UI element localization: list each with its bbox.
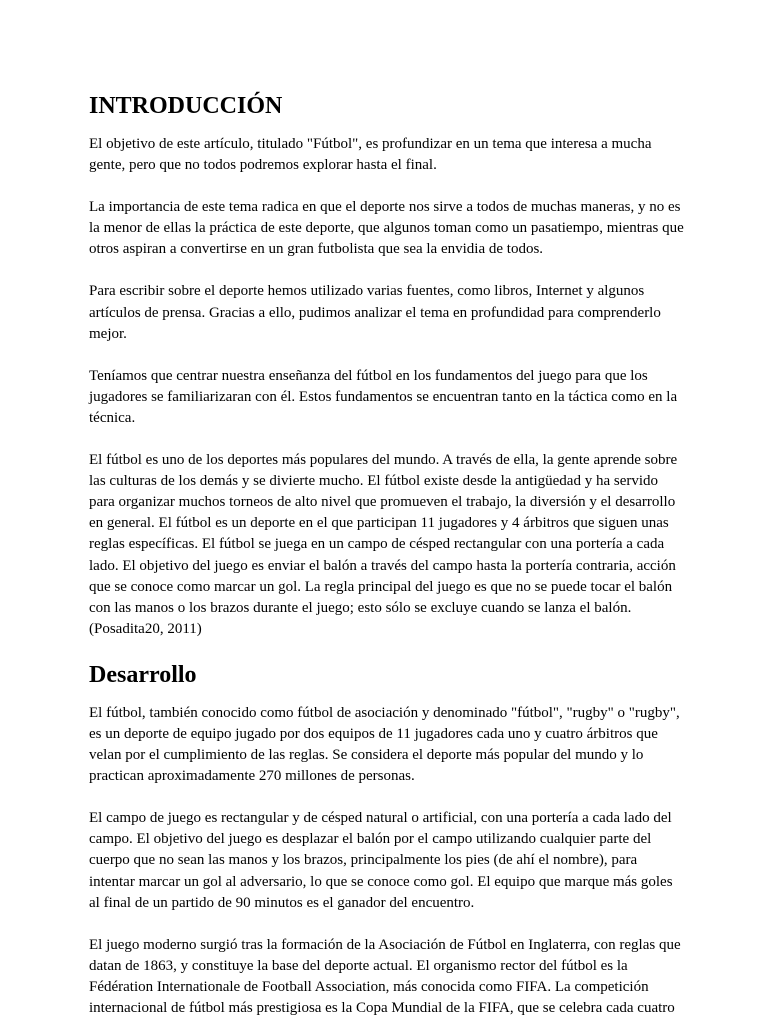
intro-paragraph-1: El objetivo de este artículo, titulado "Fútbol", es profundizar en un tema que interesa a mucha gente, pero que no todos podremos explorar hasta el final. <box>89 136 652 174</box>
document-body <box>89 92 685 1019</box>
intro-paragraph-3: Para escribir sobre el deporte hemos utilizado varias fuentes, como libros, Internet y algunos artículos de prensa. Gracias a ello, pudimos analizar el tema en profundidad para comprenderlo mejor. <box>89 283 661 342</box>
desarrollo-paragraph-3: El juego moderno surgió tras la formación de la Asociación de Fútbol en Inglaterra, con reglas que datan de 1863, y constituye la base del deporte actual. El organismo rector del fútbol es la Fédération Internationale de Football Association, más conocida como FIFA. La competición internacional de fútbol más prestigiosa es la Copa Mundial de la FIFA, que se celebra cada cuatro <box>89 936 681 1016</box>
intro-paragraph-2: La importancia de este tema radica en que el deporte nos sirve a todos de muchas maneras, y no es la menor de ellas la práctica de este deporte, que algunos toman como un pasatiempo, mientras que otros aspiran a convertirse en un gran futbolista que sea la envidia de todos. <box>89 199 684 258</box>
section-heading-desarrollo: Desarrollo <box>89 661 197 688</box>
desarrollo-paragraph-2: El campo de juego es rectangular y de césped natural o artificial, con una portería a cada lado del campo. El objetivo del juego es desplazar el balón por el campo utilizando cualquier parte del cuerpo que no sean las manos y los brazos, principalmente los pies (de ahí el nombre), para intentar marcar un gol al adversario, lo que se conoce como gol. El equipo que marque más goles al final de un partido de 90 minutos es el ganador del encuentro. <box>89 810 673 911</box>
section-heading-introduccion: INTRODUCCIÓN <box>89 93 283 119</box>
desarrollo-paragraph-1: El fútbol, también conocido como fútbol de asociación y denominado "fútbol", "rugby" o "rugby", es un deporte de equipo jugado por dos equipos de 11 jugadores cada uno y cuatro árbitros que velan por el cumplimiento de las reglas. Se considera el deporte más popular del mundo y lo practican aproximadamente 270 millones de personas. <box>89 704 680 785</box>
intro-paragraph-4: Teníamos que centrar nuestra enseñanza del fútbol en los fundamentos del juego para que los jugadores se familiarizaran con él. Estos fundamentos se encuentran tanto en la táctica como en la técnica. <box>89 367 678 426</box>
intro-paragraph-5: El fútbol es uno de los deportes más populares del mundo. A través de ella, la gente aprende sobre las culturas de los demás y se divierte mucho. El fútbol existe desde la antigüedad y ha servido para organizar muchos torneos de alto nivel que promueven el trabajo, la diversión y el desarrollo en general. El fútbol es un deporte en el que participan 11 jugadores y 4 árbitros que siguen unas reglas específicas. El fútbol se juega en un campo de césped rectangular con una portería a cada lado. El objetivo del juego es enviar el balón a través del campo hasta la portería contraria, acción que se conoce como marcar un gol. La regla principal del juego es que no se puede tocar el balón con las manos o los brazos durante el juego; esto sólo se excluye cuando se lanza el balón. (Posadita20, 2011) <box>89 452 678 637</box>
